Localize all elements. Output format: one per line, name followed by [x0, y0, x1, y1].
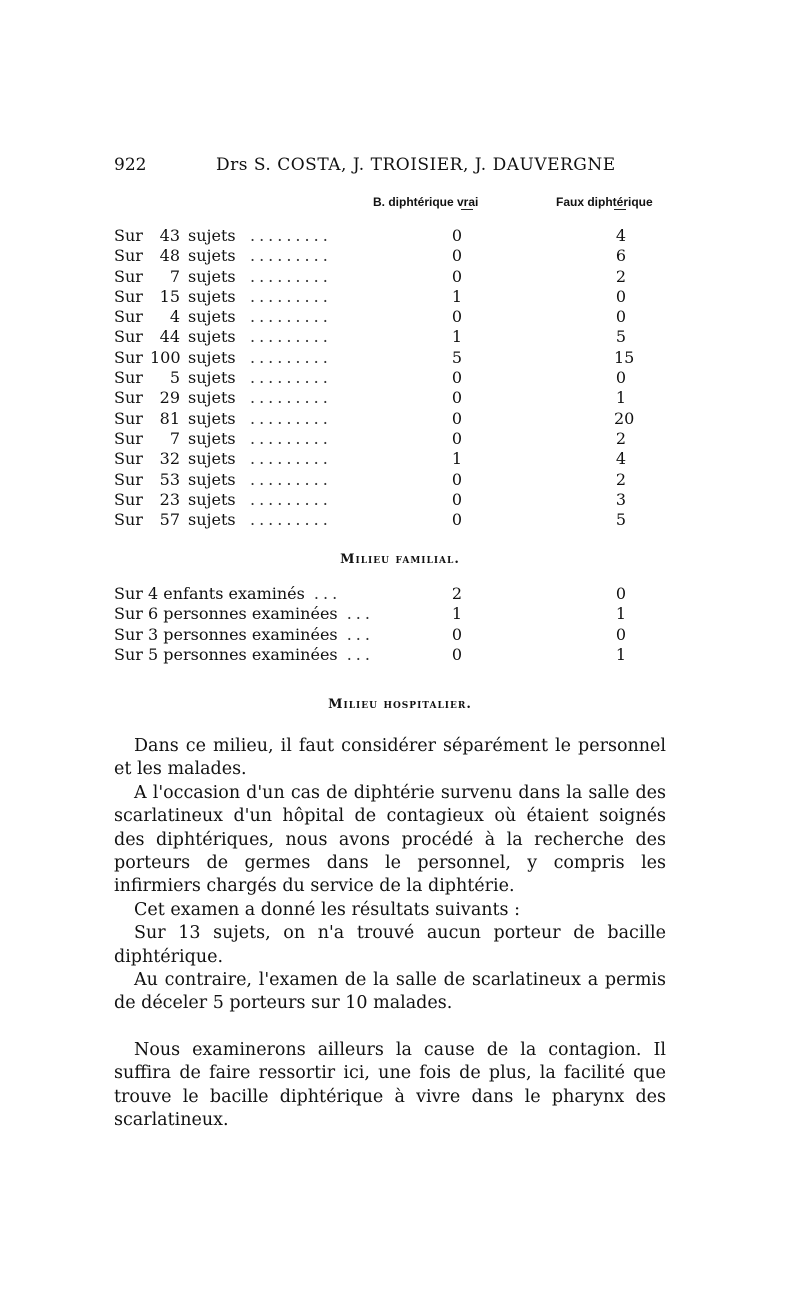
cell-vrai: 0 — [451, 489, 463, 509]
cell-vrai: 0 — [451, 368, 463, 388]
subject-count: 4 — [169, 307, 180, 327]
subject-unit: sujets — [188, 226, 236, 245]
row-label — [114, 510, 236, 530]
cell-faux: 5 — [615, 510, 627, 530]
subject-unit: sujets — [188, 286, 236, 306]
row-label — [114, 368, 236, 388]
cell-vrai: 0 — [451, 644, 463, 664]
table-row — [114, 388, 674, 408]
table-row — [114, 287, 674, 307]
leader-dots: ......... — [250, 266, 332, 286]
sur-word: Sur — [114, 428, 143, 448]
row-label — [114, 246, 236, 266]
sur-word: Sur — [114, 347, 143, 367]
sur-word: Sur — [114, 307, 143, 327]
cell-vrai: 1 — [451, 286, 463, 306]
subjects-table — [114, 226, 674, 530]
sur-word: Sur — [114, 368, 143, 388]
cell-faux: 20 — [614, 408, 635, 428]
subject-count: 100 — [150, 347, 181, 367]
leader-dots: ......... — [250, 226, 332, 245]
sur-word: Sur — [114, 489, 143, 509]
subject-count: 57 — [159, 510, 180, 530]
cell-faux: 15 — [614, 347, 635, 367]
table-row — [114, 510, 674, 530]
column-header-vrai: B. diphtérique vrai — [373, 195, 479, 209]
subject-unit: sujets — [188, 469, 236, 489]
cell-vrai: 2 — [451, 584, 463, 603]
leader-dots: ......... — [250, 469, 332, 489]
closing-paragraph: Nous examinerons ailleurs la cause de la contagion. Il suffira de faire ressortir ici, une fois de plus, la facilité que trouve le bacille diphtérique à vivre dans le pharynx des scarlatineux. — [114, 1039, 666, 1131]
subject-unit: sujets — [188, 347, 236, 367]
leader-dots: ... — [337, 604, 374, 624]
row-label — [114, 625, 374, 645]
sur-word: Sur — [114, 510, 143, 530]
row-label-text: Sur 3 personnes examinées — [114, 624, 338, 644]
cell-vrai: 1 — [451, 327, 463, 347]
table-row — [114, 409, 674, 429]
subject-count: 15 — [159, 286, 180, 306]
cell-faux: 2 — [615, 266, 627, 286]
subject-unit: sujets — [188, 246, 236, 266]
leader-dots: ......... — [250, 286, 332, 306]
cell-vrai: 1 — [451, 449, 463, 469]
cell-faux: 1 — [615, 388, 627, 408]
leader-dots: ......... — [250, 327, 332, 347]
table-row — [114, 429, 674, 449]
cell-faux: 0 — [615, 368, 627, 388]
paragraph: Au contraire, l'examen de la salle de scarlatineux a permis de déceler 5 porteurs sur 10 malades. — [114, 970, 666, 1014]
subject-count: 32 — [159, 449, 180, 469]
running-title: Drs S. COSTA, J. TROISIER, J. DAUVERGNE — [216, 155, 616, 175]
cell-vrai: 0 — [451, 266, 463, 286]
row-label — [114, 604, 374, 624]
sur-word: Sur — [114, 469, 143, 489]
paragraph: Dans ce milieu, il faut considérer séparément le personnel et les malades. — [114, 736, 666, 780]
subject-count: 53 — [159, 469, 180, 489]
cell-faux: 1 — [615, 604, 627, 624]
sur-word: Sur — [114, 408, 143, 428]
table-row — [114, 267, 674, 287]
sur-word: Sur — [114, 246, 143, 266]
leader-dots: ......... — [250, 347, 332, 367]
cell-faux: 3 — [615, 489, 627, 509]
hospital-body-text — [114, 735, 666, 1133]
leader-dots: ......... — [250, 368, 332, 388]
cell-faux: 0 — [615, 624, 627, 644]
table-row — [114, 604, 674, 624]
sur-word: Sur — [114, 266, 143, 286]
sur-word: Sur — [114, 388, 143, 408]
subject-unit: sujets — [188, 327, 236, 347]
sur-word: Sur — [114, 286, 143, 306]
cell-vrai: 0 — [451, 307, 463, 327]
row-label — [114, 409, 236, 429]
sur-word: Sur — [114, 226, 143, 245]
row-label — [114, 307, 236, 327]
table-row — [114, 645, 674, 665]
leader-dots: ......... — [250, 449, 332, 469]
row-label — [114, 348, 236, 368]
row-label — [114, 327, 236, 347]
column-rule — [461, 209, 473, 210]
leader-dots: ......... — [250, 388, 332, 408]
subject-unit: sujets — [188, 368, 236, 388]
table-row — [114, 625, 674, 645]
leader-dots: ......... — [250, 408, 332, 428]
cell-faux: 1 — [615, 644, 627, 664]
table-row — [114, 307, 674, 327]
table-row — [114, 348, 674, 368]
cell-vrai: 0 — [451, 246, 463, 266]
leader-dots: ... — [337, 644, 374, 664]
cell-faux: 2 — [615, 469, 627, 489]
cell-faux: 2 — [615, 428, 627, 448]
column-header-faux: Faux diphtérique — [556, 195, 653, 209]
section-title-familial: Milieu familial. — [340, 552, 460, 567]
row-label-text: Sur 6 personnes examinées — [114, 604, 338, 624]
sur-word: Sur — [114, 327, 143, 347]
row-label — [114, 490, 236, 510]
cell-faux: 4 — [615, 449, 627, 469]
row-label — [114, 470, 236, 490]
cell-faux: 0 — [615, 584, 627, 603]
cell-vrai: 5 — [451, 347, 463, 367]
subject-count: 23 — [159, 489, 180, 509]
row-label — [114, 267, 236, 287]
subject-unit: sujets — [188, 408, 236, 428]
paragraph: A l'occasion d'un cas de diphtérie survenu dans la salle des scarlatineux d'un hôpital de contagieux où étaient soignés des diphtériques, nous avons procédé à la recherche des porteurs de germes dans le personnel, y compris les infirmiers chargés du service de la diphtérie. — [114, 782, 666, 897]
cell-vrai: 0 — [451, 428, 463, 448]
table-row — [114, 226, 674, 246]
row-label — [114, 584, 341, 604]
subject-unit: sujets — [188, 307, 236, 327]
subject-count: 5 — [169, 368, 180, 388]
subject-count: 44 — [159, 327, 180, 347]
familial-table — [114, 584, 674, 665]
cell-faux: 4 — [615, 226, 627, 245]
subject-count: 7 — [169, 266, 180, 286]
table-row — [114, 584, 674, 604]
leader-dots: ......... — [250, 428, 332, 448]
table-row — [114, 368, 674, 388]
leader-dots: ......... — [250, 510, 332, 530]
table-row — [114, 327, 674, 347]
cell-faux: 6 — [615, 246, 627, 266]
row-label — [114, 388, 236, 408]
cell-vrai: 0 — [451, 408, 463, 428]
leader-dots: ... — [304, 584, 342, 603]
section-title-hospital: Milieu hospitalier. — [328, 697, 472, 712]
table-row — [114, 490, 674, 510]
cell-faux: 5 — [615, 327, 627, 347]
subject-unit: sujets — [188, 489, 236, 509]
subject-unit: sujets — [188, 510, 236, 530]
leader-dots: ... — [337, 624, 374, 644]
leader-dots: ......... — [250, 246, 332, 266]
subject-unit: sujets — [188, 428, 236, 448]
subject-count: 48 — [159, 246, 180, 266]
page-number: 922 — [114, 155, 147, 175]
row-label-text: Sur 4 enfants examinés — [114, 584, 305, 603]
row-label — [114, 226, 236, 246]
cell-vrai: 0 — [451, 624, 463, 644]
leader-dots: ......... — [250, 489, 332, 509]
subject-unit: sujets — [188, 388, 236, 408]
cell-vrai: 0 — [451, 510, 463, 530]
cell-vrai: 0 — [451, 226, 463, 245]
table-row — [114, 470, 674, 490]
column-rule — [614, 209, 626, 210]
sur-word: Sur — [114, 449, 143, 469]
table-row — [114, 449, 674, 469]
paragraph: Sur 13 sujets, on n'a trouvé aucun porteur de bacille diphtérique. — [114, 923, 666, 967]
row-label — [114, 449, 236, 469]
row-label-text: Sur 5 personnes examinées — [114, 644, 338, 664]
row-label — [114, 645, 374, 665]
cell-vrai: 1 — [451, 604, 463, 624]
subject-count: 7 — [169, 428, 180, 448]
subject-unit: sujets — [188, 449, 236, 469]
subject-count: 43 — [159, 226, 180, 245]
cell-vrai: 0 — [451, 469, 463, 489]
row-label — [114, 429, 236, 449]
cell-vrai: 0 — [451, 388, 463, 408]
cell-faux: 0 — [615, 307, 627, 327]
subject-count: 81 — [159, 408, 180, 428]
subject-unit: sujets — [188, 266, 236, 286]
row-label — [114, 287, 236, 307]
table-row — [114, 246, 674, 266]
subject-count: 29 — [159, 388, 180, 408]
cell-faux: 0 — [615, 286, 627, 306]
paragraph: Cet examen a donné les résultats suivants : — [134, 899, 520, 920]
leader-dots: ......... — [250, 307, 332, 327]
